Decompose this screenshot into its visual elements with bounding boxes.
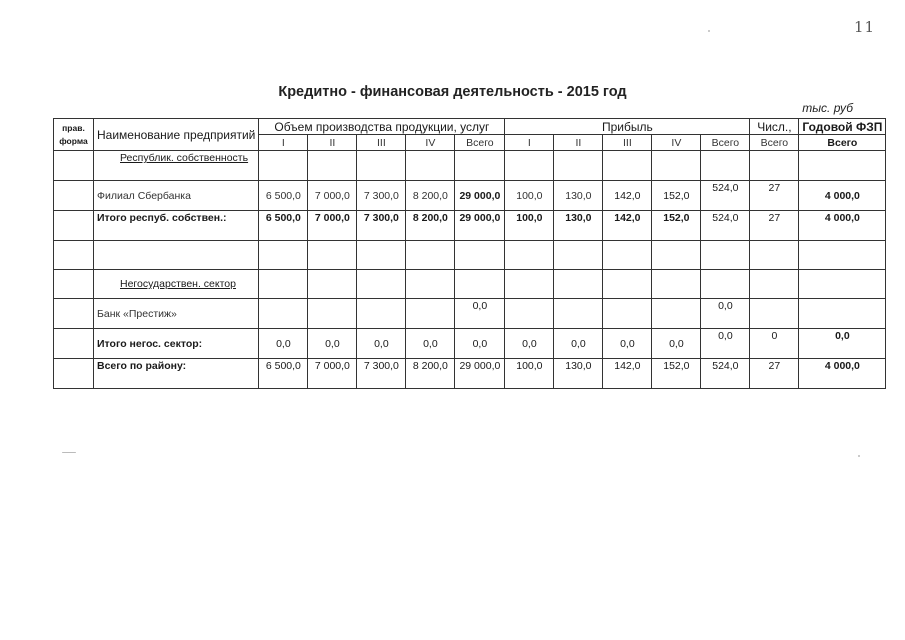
enterprise-name: Филиал Сбербанка: [94, 181, 259, 211]
cell-profit-q4: 0,0: [652, 329, 701, 359]
cell-headcount: 27: [750, 359, 799, 389]
cell-prod-total: 29 000,0: [455, 359, 505, 389]
cell-empty: [750, 270, 799, 299]
cell-profit-q1: 100,0: [505, 211, 554, 241]
cell-empty: [406, 241, 455, 270]
section-header-republic: Республик. собственность: [94, 151, 259, 181]
cell-prod-q4: 8 200,0: [406, 359, 455, 389]
header-profit-q2: II: [554, 135, 603, 151]
header-headcount-total: Всего: [750, 135, 799, 151]
cell-profit-total: 524,0: [701, 211, 750, 241]
cell-legal-form: [54, 299, 94, 329]
header-annual-payroll: Годовой ФЗП: [799, 119, 886, 135]
cell-empty: [357, 270, 406, 299]
cell-empty: [603, 270, 652, 299]
cell-profit-q4: 152,0: [652, 359, 701, 389]
cell-profit-q4: 152,0: [652, 181, 701, 211]
cell-profit-q3: 142,0: [603, 211, 652, 241]
cell-profit-q2: 130,0: [554, 181, 603, 211]
header-profit-q3: III: [603, 135, 652, 151]
cell-profit-q4: [652, 299, 701, 329]
cell-empty: [701, 151, 750, 181]
cell-profit-total: 0,0: [701, 299, 750, 329]
table-row: [54, 329, 886, 359]
cell-prod-q2: 7 000,0: [308, 181, 357, 211]
cell-profit-q4: 152,0: [652, 211, 701, 241]
units-label: тыс. руб: [802, 101, 853, 115]
cell-profit-q3: 142,0: [603, 359, 652, 389]
header-prod-q4: IV: [406, 135, 455, 151]
header-prod-q2: II: [308, 135, 357, 151]
cell-prod-q3: [357, 299, 406, 329]
cell-profit-q3: 142,0: [603, 181, 652, 211]
section-header-nonstate: Негосударствен. сектор: [94, 270, 259, 299]
cell-empty: [554, 270, 603, 299]
cell-empty: [357, 151, 406, 181]
cell-empty: [554, 241, 603, 270]
cell-empty: [259, 270, 308, 299]
cell-prod-q2: 0,0: [308, 329, 357, 359]
cell-prod-q1: 0,0: [259, 329, 308, 359]
cell-prod-q2: 7 000,0: [308, 211, 357, 241]
cell-prod-q1: 6 500,0: [259, 181, 308, 211]
grand-total-label: Всего по району:: [94, 359, 259, 389]
page-title: Кредитно - финансовая деятельность - 2015 год: [278, 84, 627, 100]
cell-prod-total: 29 000,0: [455, 211, 505, 241]
header-prod-q3: III: [357, 135, 406, 151]
header-legal-form-line1: прав.: [62, 122, 85, 133]
cell-legal-form: [54, 270, 94, 299]
report-table: [53, 118, 886, 389]
cell-empty: [308, 241, 357, 270]
cell-headcount: 27: [750, 181, 799, 211]
cell-empty: [750, 241, 799, 270]
cell-empty: [259, 241, 308, 270]
scan-speck: [708, 30, 710, 32]
scan-speck: [858, 455, 860, 457]
cell-prod-q3: 0,0: [357, 329, 406, 359]
cell-empty: [308, 151, 357, 181]
cell-prod-q3: 7 300,0: [357, 181, 406, 211]
cell-empty: [652, 241, 701, 270]
table-row: [54, 151, 886, 181]
cell-legal-form: [54, 241, 94, 270]
cell-empty: [652, 270, 701, 299]
cell-prod-q4: 8 200,0: [406, 211, 455, 241]
cell-prod-q3: 7 300,0: [357, 211, 406, 241]
cell-payroll: 0,0: [799, 329, 886, 359]
cell-empty: [455, 270, 505, 299]
cell-empty: [455, 241, 505, 270]
cell-profit-q3: 0,0: [603, 329, 652, 359]
cell-prod-q2: 7 000,0: [308, 359, 357, 389]
cell-empty: [406, 151, 455, 181]
cell-empty: [259, 151, 308, 181]
cell-profit-q1: 100,0: [505, 359, 554, 389]
header-payroll-total: Всего: [799, 135, 886, 151]
cell-legal-form: [54, 359, 94, 389]
cell-empty: [652, 151, 701, 181]
cell-profit-total: 0,0: [701, 329, 750, 359]
table-row: [54, 211, 886, 241]
cell-prod-total: 29 000,0: [455, 181, 505, 211]
table-row: [54, 299, 886, 329]
cell-payroll: 4 000,0: [799, 211, 886, 241]
cell-headcount: 0: [750, 329, 799, 359]
cell-prod-q1: 6 500,0: [259, 211, 308, 241]
cell-empty: [505, 270, 554, 299]
cell-empty: [308, 270, 357, 299]
subtotal-label: Итого респуб. собствен.:: [94, 211, 259, 241]
cell-profit-total: 524,0: [701, 181, 750, 211]
cell-empty: [357, 241, 406, 270]
cell-prod-q2: [308, 299, 357, 329]
header-profit: Прибыль: [505, 119, 750, 135]
cell-empty: [799, 241, 886, 270]
cell-legal-form: [54, 151, 94, 181]
cell-empty: [406, 270, 455, 299]
cell-empty: [701, 270, 750, 299]
header-row-1: [54, 119, 886, 135]
cell-profit-q1: 0,0: [505, 329, 554, 359]
header-profit-q1: I: [505, 135, 554, 151]
page-number: 11: [854, 18, 876, 36]
cell-empty: [701, 241, 750, 270]
header-profit-total: Всего: [701, 135, 750, 151]
cell-empty: [799, 270, 886, 299]
cell-prod-q4: [406, 299, 455, 329]
cell-empty: [455, 151, 505, 181]
cell-empty: [505, 241, 554, 270]
cell-profit-q1: 100,0: [505, 181, 554, 211]
cell-legal-form: [54, 211, 94, 241]
cell-prod-q1: [259, 299, 308, 329]
enterprise-name: [94, 241, 259, 270]
header-prod-total: Всего: [455, 135, 505, 151]
header-enterprise-name: Наименование предприятий: [94, 119, 259, 151]
cell-prod-total: 0,0: [455, 299, 505, 329]
cell-empty: [799, 151, 886, 181]
cell-empty: [505, 151, 554, 181]
table-row: [54, 181, 886, 211]
scan-speck: [62, 452, 76, 453]
cell-profit-q2: [554, 299, 603, 329]
cell-empty: [554, 151, 603, 181]
cell-payroll: 4 000,0: [799, 181, 886, 211]
cell-legal-form: [54, 181, 94, 211]
cell-headcount: [750, 299, 799, 329]
cell-empty: [603, 151, 652, 181]
cell-payroll: [799, 299, 886, 329]
cell-legal-form: [54, 329, 94, 359]
header-legal-form-line2: форма: [59, 135, 88, 146]
cell-profit-q2: 130,0: [554, 211, 603, 241]
cell-profit-total: 524,0: [701, 359, 750, 389]
header-legal-form: [54, 119, 94, 151]
cell-prod-q1: 6 500,0: [259, 359, 308, 389]
header-production-volume: Объем производства продукции, услуг: [259, 119, 505, 135]
cell-prod-q4: 0,0: [406, 329, 455, 359]
cell-profit-q1: [505, 299, 554, 329]
cell-prod-q3: 7 300,0: [357, 359, 406, 389]
table-row: [54, 241, 886, 270]
cell-profit-q3: [603, 299, 652, 329]
cell-prod-total: 0,0: [455, 329, 505, 359]
table-row: [54, 270, 886, 299]
enterprise-name: Банк «Престиж»: [94, 299, 259, 329]
cell-prod-q4: 8 200,0: [406, 181, 455, 211]
cell-empty: [750, 151, 799, 181]
cell-profit-q2: 130,0: [554, 359, 603, 389]
cell-empty: [603, 241, 652, 270]
cell-profit-q2: 0,0: [554, 329, 603, 359]
header-profit-q4: IV: [652, 135, 701, 151]
header-headcount: Числ.,: [750, 119, 799, 135]
table-row: [54, 359, 886, 389]
cell-headcount: 27: [750, 211, 799, 241]
header-prod-q1: I: [259, 135, 308, 151]
subtotal-label: Итого негос. сектор:: [94, 329, 259, 359]
cell-payroll: 4 000,0: [799, 359, 886, 389]
